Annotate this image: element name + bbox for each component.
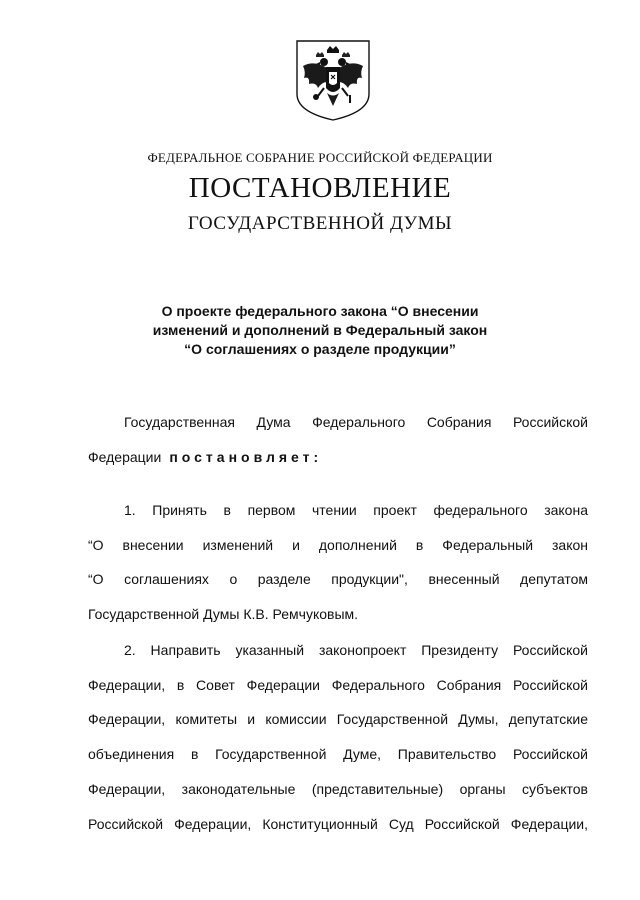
- paragraph-line: Российской Федерации, Конституционный Суд Российской Федерации,: [88, 815, 588, 832]
- issuer-heading: ГОСУДАРСТВЕННОЙ ДУМЫ: [187, 213, 453, 234]
- document-title: [100, 302, 540, 359]
- item-paragraph-2: [88, 633, 588, 841]
- paragraph-line: [88, 440, 588, 475]
- paragraph-line: “О соглашениях о разделе продукции", внесенный депутатом: [88, 571, 588, 588]
- paragraph-line: Государственная Дума Федерального Собрания Российской: [124, 414, 588, 430]
- paragraph-line: 1. Принять в первом чтении проект федерального закона: [124, 502, 588, 518]
- title-line: “О соглашениях о разделе продукции”: [184, 341, 456, 357]
- paragraph-line: Федерации, законодательные (представительные) органы субъектов: [88, 780, 588, 797]
- document-type-heading: ПОСТАНОВЛЕНИЕ: [188, 172, 452, 204]
- item-paragraph-1: [88, 493, 588, 632]
- preamble-paragraph: [88, 405, 588, 474]
- paragraph-line: “О внесении изменений и дополнений в Федеральный закон: [88, 536, 588, 553]
- paragraph-line: Государственной Думы К.В. Ремчуковым.: [88, 606, 359, 623]
- title-line: О проекте федерального закона “О внесении: [161, 303, 479, 319]
- organization-heading: ФЕДЕРАЛЬНОЕ СОБРАНИЕ РОССИЙСКОЙ ФЕДЕРАЦИИ: [147, 150, 493, 165]
- paragraph-line: 2. Направить указанный законопроект Президенту Российской: [124, 642, 588, 658]
- paragraph-line: Федерации, комитеты и комиссии Государственной Думы, депутатские: [88, 711, 588, 728]
- paragraph-line: объединения в Государственной Думе, Правительство Российской: [88, 746, 588, 763]
- title-line: изменений и дополнений в Федеральный закон: [152, 322, 488, 338]
- preamble-text: Федерации: [88, 448, 162, 465]
- coat-of-arms-emblem: [294, 38, 372, 122]
- paragraph-line: Федерации, в Совет Федерации Федерального Собрания Российской: [88, 676, 588, 693]
- resolves-keyword: постановляет:: [169, 448, 323, 465]
